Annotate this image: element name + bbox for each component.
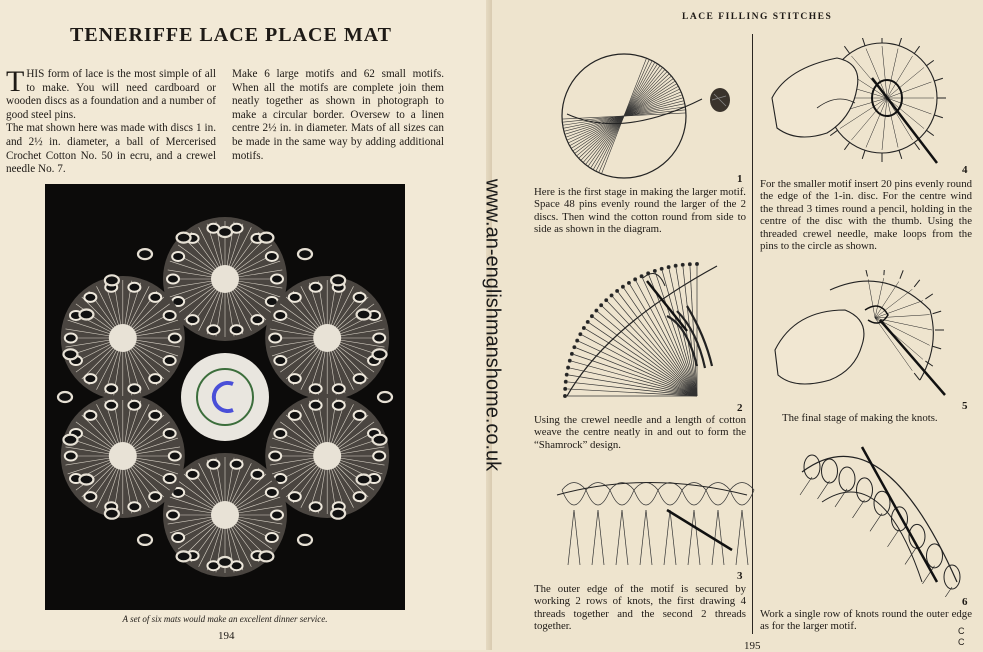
materials-paragraph: The mat shown here was made with discs 1 in. and 2½ in. diameter, a ball of Mercerised Crochet Cotton No. 50 in ecru, and a crewel needle No. 7. <box>6 122 216 176</box>
figure-4-diagram <box>767 38 967 168</box>
corner-mark-2: C <box>958 637 965 647</box>
page-number-right: 195 <box>744 640 761 652</box>
lace-mat-photo <box>45 184 405 610</box>
figure-5-caption: The final stage of making the knots. <box>782 412 938 424</box>
figure-3-number: 3 <box>737 570 743 582</box>
lace-mat-illustration <box>45 184 405 610</box>
website-watermark: www.an-englishmanshome.co.uk <box>481 178 504 472</box>
figure-2-diagram <box>547 256 747 406</box>
figure-2-caption: Using the crewel needle and a length of cotton weave the centre neatly in and out to form the “Shamrock” design. <box>534 414 746 451</box>
photo-caption: A set of six mats would make an excellent dinner service. <box>122 614 328 624</box>
drop-cap: T <box>6 65 25 98</box>
figure-6-number: 6 <box>962 596 968 608</box>
figure-6-caption: Work a single row of knots round the outer edge as for the larger motif. <box>760 608 972 633</box>
instructions-column <box>232 68 444 163</box>
figure-6-diagram <box>792 432 967 597</box>
figure-2-number: 2 <box>737 402 743 414</box>
left-page <box>0 0 492 650</box>
figure-5-diagram <box>770 270 965 400</box>
intro-paragraph: THIS form of lace is the most simple of all to make. You will need cardboard or wooden discs as a foundation and a number of good steel pins. <box>6 65 216 121</box>
corner-mark-1: C <box>958 626 965 636</box>
page-number-left: 194 <box>218 630 235 642</box>
right-page <box>492 0 983 650</box>
figure-1-caption: Here is the first stage in making the larger motif. Space 48 pins evenly round the larger of the 2 discs. Then wind the cotton round from side to side as shown in the diagram. <box>534 186 746 236</box>
figure-3-diagram <box>547 470 757 570</box>
page-title: TENERIFFE LACE PLACE MAT <box>70 24 392 46</box>
figure-3-caption: The outer edge of the motif is secured by working 2 rows of knots, the first drawing 4 threads together and the second 2 threads together. <box>534 583 746 633</box>
figure-5-number: 5 <box>962 400 968 412</box>
figure-1-number: 1 <box>737 173 743 185</box>
figure-4-caption: For the smaller motif insert 20 pins evenly round the edge of the 1-in. disc. For the centre wind the thread 3 times round a pencil, holding in the centre of the disc with the thumb. Using the threaded crewel needle, make loops from the pins to the circle as shown. <box>760 178 972 253</box>
figure-4-number: 4 <box>962 164 968 176</box>
intro-column <box>6 65 216 177</box>
figure-1-diagram <box>552 44 752 184</box>
running-header: LACE FILLING STITCHES <box>682 12 833 22</box>
instructions-paragraph: Make 6 large motifs and 62 small motifs. When all the motifs are complete join them neatly together as shown in photograph to make a circular border. Oversew to a linen centre 2½ in. in diameter. Mats of all sizes can be made in the same way by adding additional motifs. <box>232 68 444 162</box>
